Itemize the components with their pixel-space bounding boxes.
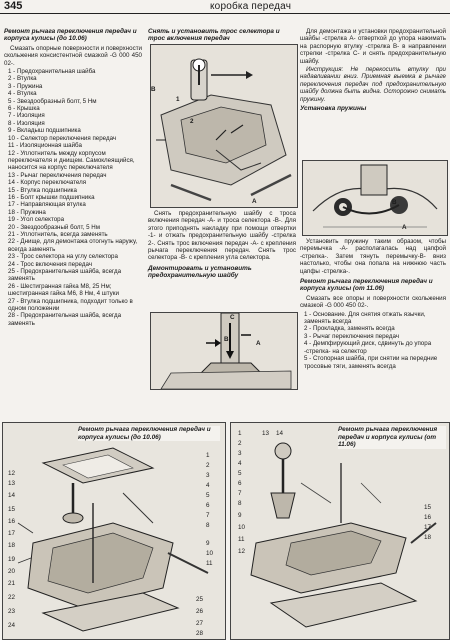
list-item: 25 - Предохранительная шайба, всегда заменять (8, 268, 122, 283)
parts-list-new (300, 311, 446, 370)
list-item: 15 - Втулка подшипника (8, 186, 77, 194)
callout-number: 23 (8, 608, 16, 615)
callout-number: 27 (196, 620, 204, 627)
callout-number: 1 (206, 452, 210, 459)
exploded-view-old (2, 422, 226, 640)
callout-number: 20 (8, 568, 16, 575)
list-item: 16 - Болт крышки подшипника (8, 193, 95, 201)
list-item: 4 - Втулка (8, 90, 37, 98)
fig1-label-a: A (252, 198, 257, 205)
callout-number: 11 (238, 536, 245, 543)
exploded-view-new (230, 422, 450, 640)
column-middle (148, 28, 296, 45)
callout-number: 15 (424, 504, 432, 511)
exploded-view-new-illustration (231, 423, 449, 639)
list-item: 5 - Стопорная шайба, при снятии на передние тросовые тяги, заменять всегда (304, 355, 438, 370)
callout-number: 16 (424, 514, 432, 521)
list-item: 20 - Звездообразный болт, 5 Нм (8, 223, 100, 231)
callout-number: 6 (238, 480, 242, 487)
callout-number: 18 (424, 534, 432, 541)
column-middle-text (148, 210, 296, 282)
list-item: 9 - Вкладыш подшипника (8, 127, 81, 135)
list-item: 12 - Уплотнитель между корпусом переключателя и днищем. Самоклеящийся, наносится на корпус переключателя (8, 149, 135, 172)
callout-number: 18 (8, 542, 16, 549)
callout-number: 8 (206, 522, 210, 529)
list-item: 3 - Рычаг переключения передач (304, 332, 400, 340)
list-item: 5 - Звездообразный болт, 5 Нм (8, 97, 97, 105)
callout-number: 16 (8, 518, 16, 525)
column-left (4, 28, 142, 327)
callout-number: 21 (8, 580, 16, 587)
list-item: 21 - Уплотнитель, всегда заменять (8, 230, 108, 238)
section-heading: Снять и установить трос селектора и трос включения передач (148, 28, 280, 43)
section-heading-spring: Установка пружины (300, 105, 367, 113)
callout-number: 10 (206, 550, 214, 557)
callout-number: 5 (238, 470, 242, 477)
list-item: 8 - Изоляция (8, 119, 45, 127)
callout-number: 2 (238, 440, 242, 447)
callout-number: 4 (206, 482, 210, 489)
callout-number: 13 (262, 430, 270, 437)
instruction-note: Инструкция: Не перекосить втулку при надавливании вниз. Приемная выемка в рычаге переключения передач под предохранительную шайбу должна быть видна. Осторожно снимать пружину. (300, 66, 446, 103)
list-item: 1 - Основание. Для снятия отжать язычки, заменять всегда (304, 310, 426, 326)
page-number: 345 (4, 0, 23, 12)
callout-number: 5 (206, 492, 210, 499)
callout-number: 1 (238, 430, 242, 437)
figure-caption-new: Ремонт рычага переключения передач и корпуса кулисы (от 11.06) (338, 426, 446, 449)
callout-number: 7 (206, 512, 210, 519)
column-right-lower (300, 238, 446, 370)
fig1-label-1: 1 (176, 96, 180, 103)
list-item: 26 - Шестигранная гайка М8, 25 Нм; шестигранная гайка М6, 8 Нм, 4 штуки (8, 282, 119, 298)
section-heading-repair-new: Ремонт рычага переключения передач и корпуса кулисы (от 11.06) (300, 278, 433, 293)
spring-label-b: B (392, 199, 397, 206)
lock-washer-paragraph: Для демонтажа и установки предохранительной шайбы -стрелка А- отверткой до упора нажимать на распорную втулку -стрелка В- в направлении стрелки -стрелка С- и снять предохранительную шайбу. (300, 28, 446, 65)
list-item: 2 - Прокладка, заменять всегда (304, 325, 395, 333)
list-item: 4 - Демпфирующий диск, сдвинуть до упора -стрелка- на селектор (304, 340, 432, 355)
callout-number: 6 (206, 502, 210, 509)
callout-number: 11 (206, 560, 213, 567)
page-header (0, 0, 450, 14)
list-item: 11 - Изоляционная шайба (8, 142, 82, 150)
callout-number: 10 (238, 524, 246, 531)
fig2-label-a: A (256, 340, 261, 347)
list-item: 7 - Изоляция (8, 112, 45, 120)
list-item: 2 - Втулка (8, 75, 37, 83)
spring-install-illustration (303, 161, 447, 235)
list-item: 17 - Направляющая втулка (8, 201, 86, 209)
figure-spring-install (302, 160, 448, 236)
running-head: коробка передач (210, 1, 292, 12)
spring-label-a: A (402, 224, 407, 231)
figure-caption-old: Ремонт рычага переключения передач и корпуса кулисы (до 10.06) (78, 426, 220, 441)
list-item: 18 - Пружина (8, 208, 46, 216)
callout-number: 8 (238, 500, 242, 507)
section-heading: Ремонт рычага переключения передач и корпуса кулисы (до 10.06) (4, 28, 137, 43)
list-item: 14 - Корпус переключателя (8, 179, 87, 187)
section-heading-2: Демонтировать и установить предохранительную шайбу (148, 264, 252, 280)
cable-removal-paragraph: Снять предохранительную шайбу с троса включения передач -А- и троса селектора -В-. Для этого приподнять накладку при помощи отвертки -1- и отжать предохранительную шайбу -стрелка 2-. Снять трос включения передач -А- с крепления рычага переключения передач. Снять трос селектора -В- с крепления угла селектора. (148, 210, 296, 262)
cable-removal-illustration (151, 45, 297, 207)
callout-number: 13 (8, 480, 16, 487)
figure-lock-washer (150, 312, 298, 390)
callout-number: 7 (238, 490, 242, 497)
callout-number: 15 (8, 506, 16, 513)
list-item: 23 - Трос селектора на углу селектора (8, 253, 118, 261)
list-item: 22 - Днище, для демонтажа отогнуть наружу, всегда заменять (8, 238, 138, 253)
list-item: 1 - Предохранительная шайба (8, 68, 96, 76)
parts-list (4, 68, 142, 327)
callout-number: 14 (8, 492, 16, 499)
figure-cable-removal (150, 44, 298, 208)
callout-number: 3 (238, 450, 242, 457)
callout-number: 19 (8, 556, 16, 563)
list-item: 27 - Втулка подшипника, подходит только в одном положении (8, 297, 133, 313)
list-item: 24 - Трос включения передач (8, 260, 92, 268)
list-item: 13 - Рычаг переключения передач (8, 171, 107, 179)
callout-number: 4 (238, 460, 242, 467)
list-item: 6 - Крышка (8, 105, 40, 113)
list-item: 28 - Предохранительная шайба, всегда заменять (8, 312, 122, 327)
callout-number: 26 (196, 608, 204, 615)
callout-number: 3 (206, 472, 210, 479)
lubricate-paragraph: Смазать все опоры и поверхности скольжения смазкой -G 000 450 02-. (300, 294, 446, 310)
callout-number: 25 (196, 596, 204, 603)
callout-number: 9 (206, 540, 210, 547)
list-item: 10 - Селектор переключения передач (8, 134, 117, 142)
spring-paragraph: Установить пружину таким образом, чтобы перемычка -А- располагалась над цапфой -стрелка-. Затем тянуть перемычку-В- вниз настолько, чтобы она попала на нижнюю часть цапфы -стрелка-. (300, 238, 446, 275)
fig1-label-2: 2 (190, 118, 194, 125)
callout-number: 12 (8, 470, 16, 477)
fig2-label-b: B (224, 336, 229, 343)
callout-number: 17 (8, 530, 16, 537)
intro-paragraph: Смазать опорные поверхности и поверхности скольжения консистентной смазкой -G 000 450 02-. (4, 44, 142, 67)
callout-number: 28 (196, 630, 204, 637)
fig1-label-b: B (151, 86, 156, 93)
callout-number: 2 (206, 462, 210, 469)
lock-washer-illustration (151, 313, 297, 389)
list-item: 19 - Угол селектора (8, 216, 65, 224)
callout-number: 17 (424, 524, 432, 531)
callout-number: 14 (276, 430, 284, 437)
callout-number: 24 (8, 622, 16, 629)
callout-number: 9 (238, 512, 242, 519)
fig2-label-c: C (230, 314, 235, 321)
list-item: 3 - Пружина (8, 82, 43, 90)
exploded-view-old-illustration (3, 423, 225, 639)
column-right (300, 28, 446, 114)
callout-number: 22 (8, 594, 16, 601)
callout-number: 12 (238, 548, 246, 555)
